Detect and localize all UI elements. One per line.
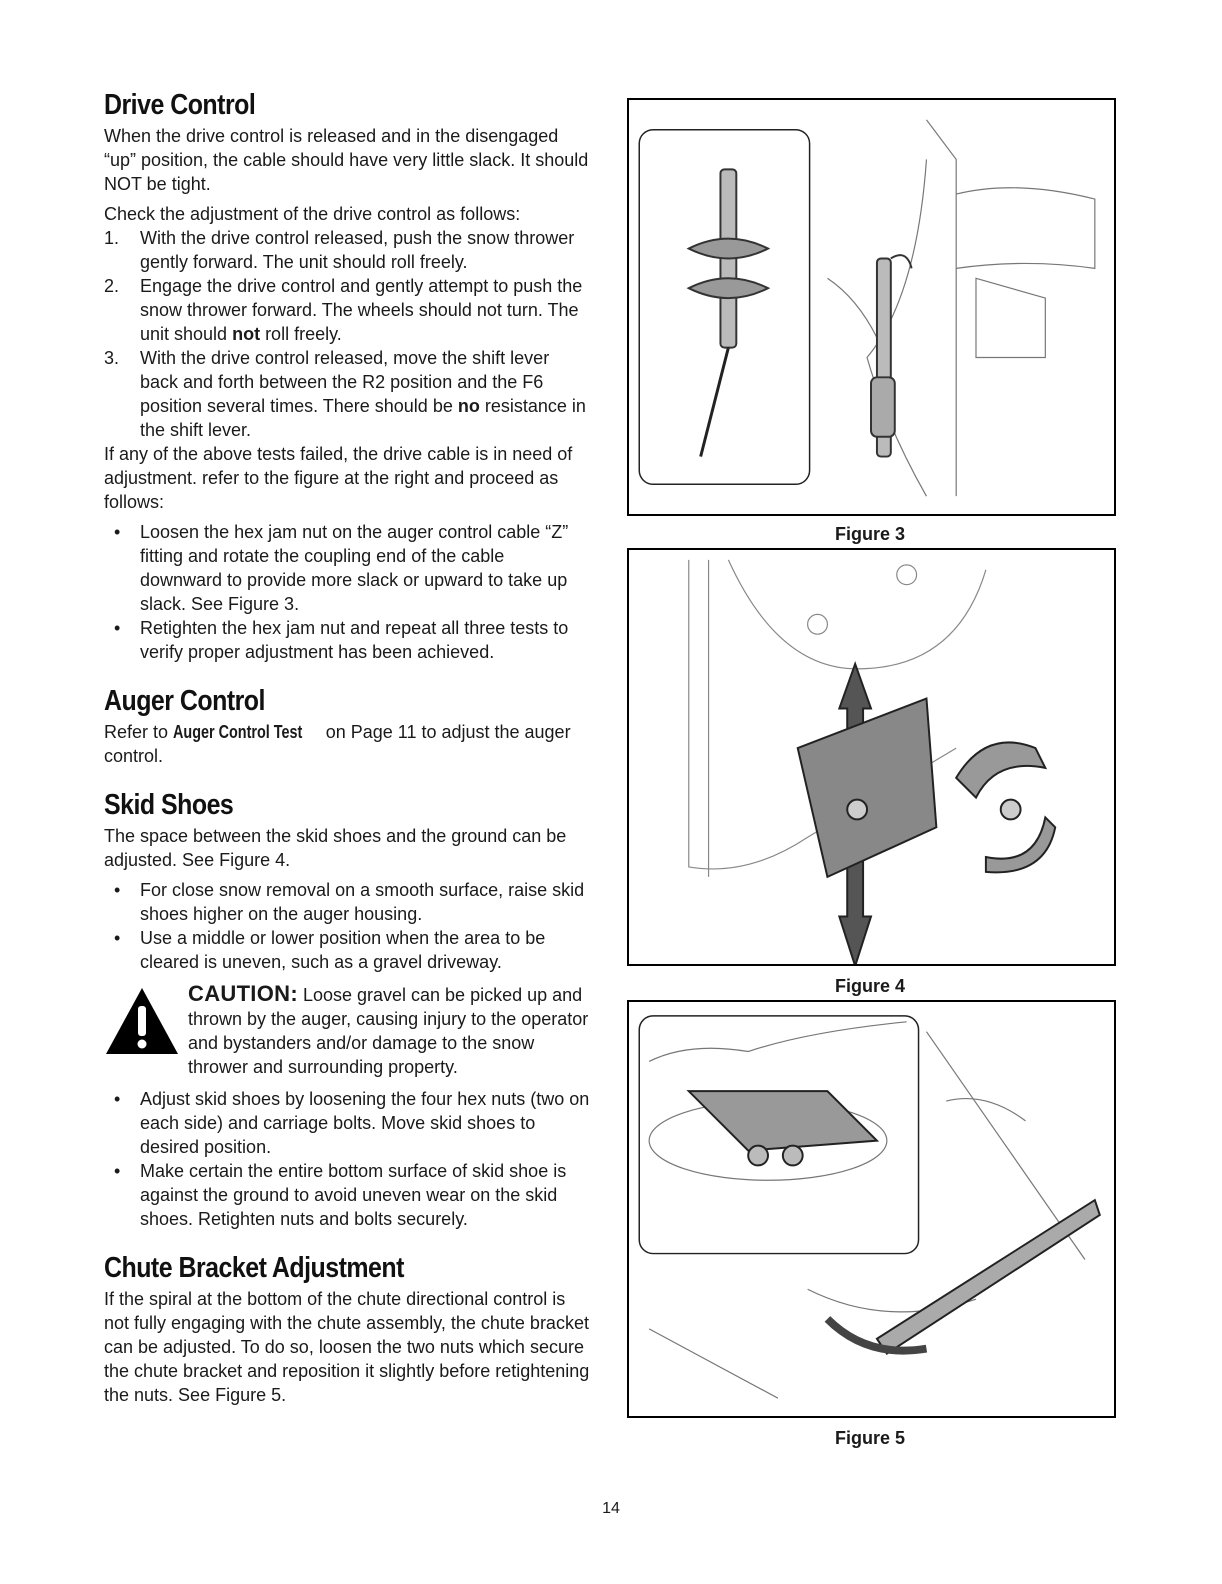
figure-3-illustration [627, 98, 1116, 516]
drive-control-intro: When the drive control is released and in the disengaged “up” position, the cable should have very little slack. It should NOT be tight. [104, 126, 589, 194]
skid-shoes-intro: The space between the skid shoes and the ground can be adjusted. See Figure 4. [104, 826, 567, 870]
drive-control-heading: Drive Control [104, 89, 256, 121]
figure-5-illustration [627, 1000, 1116, 1418]
bullet-item: • For close snow removal on a smooth surface, raise skid shoes higher on the auger housing. [114, 880, 585, 924]
drive-control-check-text: Check the adjustment of the drive control as follows: [104, 204, 521, 224]
skid-shoes-heading: Skid Shoes [104, 789, 234, 821]
figure-4-illustration [627, 548, 1116, 966]
bullet-item: • Make certain the entire bottom surface of skid shoe is against the ground to avoid uneven wear on the skid shoes. Retighten nuts and bolts securely. [114, 1161, 567, 1229]
caution-box [104, 982, 590, 1079]
caution-text: Loose gravel can be picked up and thrown by the auger, causing injury to the operator and bystanders and/or damage to the snow thrower and surrounding property. [188, 985, 589, 1077]
warning-icon [104, 986, 180, 1056]
page-number: 14 [602, 1500, 620, 1517]
auger-control-section [104, 682, 590, 768]
bullet-item: • Use a middle or lower position when the area to be cleared is uneven, such as a gravel driveway. [114, 928, 546, 972]
auger-control-heading: Auger Control [104, 685, 265, 717]
left-column [104, 86, 590, 1407]
bullet-item: • Adjust skid shoes by loosening the four hex nuts (two on each side) and carriage bolts. Move skid shoes to desired position. [114, 1089, 590, 1157]
skid-shoes-bullets [104, 878, 590, 974]
drive-control-steps [104, 226, 590, 442]
figure-3-caption: Figure 3 [834, 524, 905, 544]
step-1: 1. With the drive control released, push the snow thrower gently forward. The unit should roll freely. [104, 228, 575, 272]
drive-control-if-failed: If any of the above tests failed, the drive cable is in need of adjustment. refer to the figure at the right and proceed as follows: [104, 444, 573, 512]
step-3: 3. With the drive control released, move the shift lever back and forth between the R2 position and the F6 position several times. There should be no resistance in the shift lever. [104, 348, 586, 440]
bullet-item: • Retighten the hex jam nut and repeat all three tests to verify proper adjustment has been achieved. [114, 618, 569, 662]
chute-bracket-text: If the spiral at the bottom of the chute directional control is not fully engaging with the chute assembly, the chute bracket can be adjusted. To do so, loosen the two nuts which secure the chute bracket and reposition it slightly before retightening the nuts. See Figure 5. [104, 1289, 590, 1405]
chute-bracket-heading: Chute Bracket Adjustment [104, 1252, 404, 1284]
figure-5-caption: Figure 5 [834, 1428, 905, 1448]
auger-control-text: Refer to Auger Control Test on Page 11 to adjust the auger control. [104, 722, 571, 766]
skid-shoes-bullets-2 [104, 1087, 590, 1231]
step-2: 2. Engage the drive control and gently attempt to push the snow thrower forward. The wheels should not turn. The unit should not roll freely. [104, 276, 583, 344]
figure-4-caption: Figure 4 [834, 976, 905, 996]
skid-shoes-section [104, 786, 590, 1231]
caution-title: CAUTION: [188, 981, 298, 1006]
chute-bracket-section [104, 1249, 590, 1407]
drive-control-bullets [104, 520, 590, 664]
bullet-item: • Loosen the hex jam nut on the auger control cable “Z” fitting and rotate the coupling end of the cable downward to provide more slack or upward to take up slack. See Figure 3. [114, 522, 569, 614]
